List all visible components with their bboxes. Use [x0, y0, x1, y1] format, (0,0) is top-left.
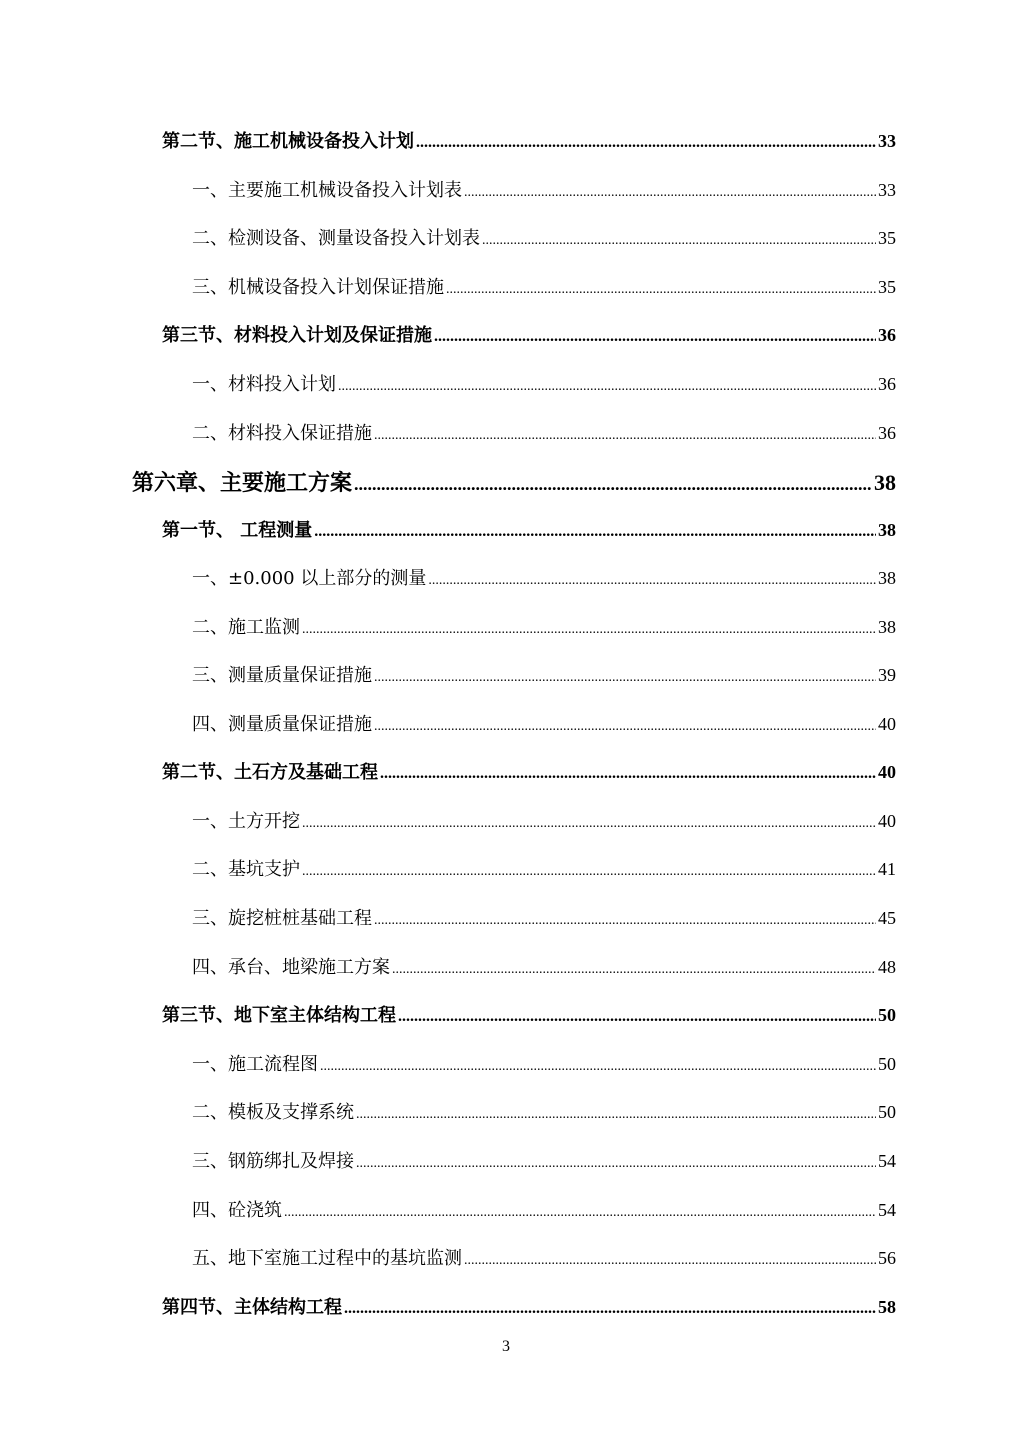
toc-entry-page: 54	[878, 1151, 896, 1171]
toc-entry-title: 二、模板及支撑系统	[192, 1102, 354, 1123]
toc-dot-leader	[380, 762, 876, 783]
toc-entry-page: 35	[878, 228, 896, 248]
toc-entry[interactable]	[192, 710, 896, 736]
toc-entry-page: 36	[878, 423, 896, 443]
toc-dot-leader	[374, 423, 876, 444]
toc-dot-leader	[374, 714, 876, 735]
toc-entry-page: 50	[878, 1005, 896, 1025]
toc-entry-page: 56	[878, 1248, 896, 1268]
toc-entry-page: 38	[874, 470, 896, 495]
toc-dot-leader	[464, 1248, 876, 1269]
toc-entry[interactable]	[192, 1244, 896, 1270]
toc-dot-leader	[344, 1297, 876, 1318]
toc-dot-leader	[446, 277, 876, 298]
toc-dot-leader	[314, 520, 876, 541]
toc-entry-title: 四、砼浇筑	[192, 1200, 282, 1221]
toc-dot-leader	[398, 1005, 876, 1026]
toc-entry-title: 一、材料投入计划	[192, 374, 336, 395]
toc-dot-leader	[302, 811, 876, 832]
toc-entry-page: 40	[878, 762, 896, 782]
toc-dot-leader	[284, 1200, 876, 1221]
toc-entry-title: 四、测量质量保证措施	[192, 714, 372, 735]
toc-entry-title: 第三节、材料投入计划及保证措施	[162, 325, 432, 346]
toc-entry[interactable]	[192, 1147, 896, 1173]
toc-entry[interactable]	[192, 904, 896, 930]
toc-entry[interactable]	[192, 661, 896, 687]
toc-entry-title: 二、施工监测	[192, 617, 300, 638]
toc-dot-leader	[482, 228, 876, 249]
toc-entry[interactable]	[192, 224, 896, 250]
toc-entry-title: 三、旋挖桩桩基础工程	[192, 908, 372, 929]
toc-entry-page: 40	[878, 714, 896, 734]
toc-entry-page: 40	[878, 811, 896, 831]
toc-entry[interactable]	[192, 176, 896, 202]
toc-entry-title: 第四节、主体结构工程	[162, 1297, 342, 1318]
toc-entry-title: 第三节、地下室主体结构工程	[162, 1005, 396, 1026]
toc-entry[interactable]	[162, 321, 896, 347]
toc-entry[interactable]	[162, 516, 896, 542]
toc-entry-page: 54	[878, 1200, 896, 1220]
toc-entry-page: 50	[878, 1102, 896, 1122]
toc-entry[interactable]	[192, 953, 896, 979]
toc-dot-leader	[320, 1054, 876, 1075]
toc-entry[interactable]	[192, 564, 896, 590]
toc-entry-title: 一、施工流程图	[192, 1054, 318, 1075]
toc-entry-page: 50	[878, 1054, 896, 1074]
toc-entry-title: 一、土方开挖	[192, 811, 300, 832]
toc-entry[interactable]	[192, 273, 896, 299]
toc-entry-page: 48	[878, 957, 896, 977]
toc-entry-page: 58	[878, 1297, 896, 1317]
toc-dot-leader	[416, 131, 876, 152]
toc-chapter-entry[interactable]	[132, 466, 896, 497]
toc-dot-leader	[354, 470, 872, 496]
toc-entry-title: 第二节、土石方及基础工程	[162, 762, 378, 783]
toc-entry-title: 一、主要施工机械设备投入计划表	[192, 180, 462, 201]
toc-entry-page: 36	[878, 374, 896, 394]
toc-entry[interactable]	[192, 419, 896, 445]
toc-entry-page: 36	[878, 325, 896, 345]
toc-entry-page: 33	[878, 180, 896, 200]
toc-entry[interactable]	[192, 1098, 896, 1124]
toc-dot-leader	[374, 908, 876, 929]
toc-entry[interactable]	[162, 1293, 896, 1319]
page-number: 3	[502, 1338, 510, 1355]
toc-entry-title: 一、±0.000 以上部分的测量	[192, 568, 427, 589]
toc-dot-leader	[434, 325, 876, 346]
toc-entry[interactable]	[162, 1001, 896, 1027]
toc-dot-leader	[302, 617, 876, 638]
toc-entry-title: 三、测量质量保证措施	[192, 665, 372, 686]
toc-entry[interactable]	[162, 127, 896, 153]
toc-entry[interactable]	[192, 370, 896, 396]
toc-entry-title: 第六章、主要施工方案	[132, 470, 353, 496]
toc-entry[interactable]	[162, 758, 896, 784]
toc-entry-page: 38	[878, 617, 896, 637]
toc-entry-title: 四、承台、地梁施工方案	[192, 957, 390, 978]
toc-dot-leader	[428, 568, 876, 589]
toc-entry[interactable]	[192, 807, 896, 833]
toc-entry-title: 二、检测设备、测量设备投入计划表	[192, 228, 480, 249]
toc-entry[interactable]	[192, 1050, 896, 1076]
toc-entry[interactable]	[192, 1196, 896, 1222]
toc-entry-page: 38	[878, 568, 896, 588]
toc-entry[interactable]	[192, 855, 896, 881]
toc-entry-page: 35	[878, 277, 896, 297]
toc-entry-title: 五、地下室施工过程中的基坑监测	[192, 1248, 462, 1269]
toc-entry-title: 第二节、施工机械设备投入计划	[162, 131, 414, 152]
toc-dot-leader	[302, 859, 876, 880]
toc-entry-title: 第一节、 工程测量	[162, 520, 313, 541]
toc-entry-page: 33	[878, 131, 896, 151]
toc-entry-page: 39	[878, 665, 896, 685]
toc-dot-leader	[464, 180, 876, 201]
toc-dot-leader	[356, 1102, 876, 1123]
toc-entry-title: 二、基坑支护	[192, 859, 300, 880]
toc-entry-page: 45	[878, 908, 896, 928]
toc-entry-title: 三、机械设备投入计划保证措施	[192, 277, 444, 298]
toc-dot-leader	[356, 1151, 876, 1172]
toc-entry-page: 41	[878, 859, 896, 879]
toc-entry-page: 38	[878, 520, 896, 540]
toc-dot-leader	[392, 957, 876, 978]
toc-dot-leader	[338, 374, 876, 395]
toc-entry-title: 二、材料投入保证措施	[192, 423, 372, 444]
toc-entry[interactable]	[192, 613, 896, 639]
toc-entry-title: 三、钢筋绑扎及焊接	[192, 1151, 354, 1172]
toc-dot-leader	[374, 665, 876, 686]
